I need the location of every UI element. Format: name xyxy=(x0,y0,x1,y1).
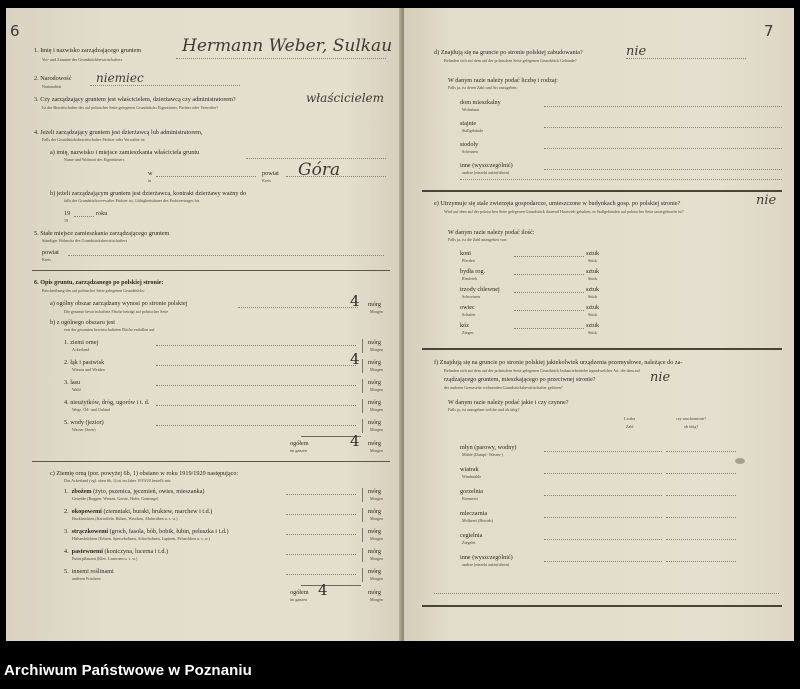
land-item-sub: Wasser (Seen) xyxy=(72,427,96,432)
crop-item-detail: (groch, fasola, bób, bobik, łubin, peluszka i t.d.) xyxy=(108,528,229,535)
q6-sub: Beschreibung des auf polnischer Seite gelegenen Grundstücks: xyxy=(42,288,145,293)
crop-item-bracket xyxy=(362,548,363,562)
livestock-item-unit-sub: Stück xyxy=(588,258,598,263)
crop-item-sub: anderen Früchten xyxy=(72,576,101,581)
archive-credit: Archiwum Państwowe w Poznaniu xyxy=(4,662,252,679)
q4-w-sub: in xyxy=(148,178,152,183)
q5-powiat-dotline xyxy=(68,255,384,256)
land-total-label: ogółem xyxy=(290,440,309,447)
building-item-sub: Scheunen xyxy=(462,149,478,154)
q5-sub: Ständiger Wohnsitz des Grundstücksbewirtschafters xyxy=(42,238,128,243)
industry-item-active-line xyxy=(666,473,736,474)
industry-item-label: inne (wyszczególnić) xyxy=(460,554,513,561)
livestock-item-label: kóz xyxy=(460,322,469,329)
livestock-item-unit: sztuk xyxy=(586,304,600,311)
q4-w-label: w xyxy=(148,170,153,177)
crop-item-unit-sub: Morgen xyxy=(370,536,383,541)
q6-a-dotline xyxy=(238,307,358,308)
crop-item-category: zbożem xyxy=(71,488,92,495)
ink-smudge xyxy=(735,458,745,464)
building-item-sub: Stallgebäude xyxy=(462,128,484,133)
crop-item-label xyxy=(64,569,114,575)
crop-item-unit-sub: Morgen xyxy=(370,496,383,501)
industry-item-sub: Brennerei xyxy=(462,496,479,501)
separator-d xyxy=(422,190,782,192)
crops-total-sub: im ganzen xyxy=(290,597,307,602)
building-item-sub: Wohnhaus xyxy=(462,107,480,112)
crop-item-category: strączkowemi xyxy=(71,528,109,535)
industry-item-active-line xyxy=(666,517,736,518)
land-total-unit: mórg xyxy=(368,440,381,447)
crop-item-sub: Getreide (Roggen, Weizen, Gerste, Hafer, Gemenge) xyxy=(72,496,159,501)
land-item-label: 4. nieużytków, dróg, ugorów i t. d. xyxy=(64,399,150,406)
land-item-sub: Wege, Öd- und Unland xyxy=(72,407,110,412)
crop-item-dotline xyxy=(286,554,356,555)
q6-a-sub: Die gesamte bewirtschaftete Fläche beträgt auf polnischer Seite xyxy=(64,309,169,314)
building-extra-line xyxy=(460,179,782,180)
industry-item-dotline xyxy=(544,473,662,474)
e-value: nie xyxy=(756,193,777,208)
q5-powiat-label: powiat xyxy=(42,249,59,256)
industry-item-sub: Ziegelei xyxy=(462,540,476,545)
crop-item-unit: mórg xyxy=(368,568,381,575)
building-item-dotline xyxy=(544,127,782,128)
land-item-bracket xyxy=(362,359,363,373)
livestock-item-unit-sub: Stück xyxy=(588,294,598,299)
livestock-item-unit: sztuk xyxy=(586,268,600,275)
q4-powiat-label: powiat xyxy=(262,170,279,177)
crop-item-unit-sub: Morgen xyxy=(370,556,383,561)
building-item-dotline xyxy=(544,106,782,107)
q2-label: 2. Narodowość xyxy=(34,75,72,82)
crop-item-detail: (żyto, pszenica, jęczmień, owies, mieszanka) xyxy=(91,488,205,495)
industry-item-sub: Molkerei (Betrieb) xyxy=(462,518,493,523)
land-item-value: 4 xyxy=(350,350,360,368)
crops-total-unit-sub: Morgen xyxy=(370,597,383,602)
crop-item-unit: mórg xyxy=(368,528,381,535)
q2-dotline xyxy=(90,85,240,86)
separator-q6b xyxy=(32,461,390,462)
industry-item-sub: Mühle (Dampf- Wasser-) xyxy=(462,452,504,457)
q2-value: niemiec xyxy=(96,71,144,85)
crop-item-unit-sub: Morgen xyxy=(370,516,383,521)
crop-item-bracket xyxy=(362,568,363,582)
crop-item-label xyxy=(64,509,212,515)
q1-dotline xyxy=(176,58,386,59)
livestock-item-dotline xyxy=(514,328,584,329)
crop-item-label xyxy=(64,489,204,495)
land-item-label: 2. łąk i pastwisk xyxy=(64,359,105,366)
f-if-label: W danym razie należy podać jakie i czy czynne? xyxy=(448,399,569,406)
land-item-sub: Wald xyxy=(72,387,81,392)
crop-item-dotline xyxy=(286,494,356,495)
livestock-item-sub: Schafen xyxy=(462,312,476,317)
land-item-bracket xyxy=(362,339,363,353)
industry-item-dotline xyxy=(544,539,662,540)
q5-powiat-sub: Kreis xyxy=(42,257,51,262)
q6-a-unit-sub: Morgen xyxy=(370,309,383,314)
land-item-unit: mórg xyxy=(368,359,381,366)
crop-item-sub: Futterpflanzen (Klee, Luzernen u. s. w.) xyxy=(72,556,138,561)
land-item-unit-sub: Morgen xyxy=(370,387,383,392)
industry-item-active-line xyxy=(666,561,736,562)
land-item-bracket xyxy=(362,419,363,433)
q1-sub: Vor- und Zuname des Grundstückbewirtschafters xyxy=(42,57,123,62)
d-value: nie xyxy=(626,44,647,59)
crop-item-bracket xyxy=(362,508,363,522)
land-item-dotline xyxy=(156,385,356,386)
land-item-unit: mórg xyxy=(368,399,381,406)
left-page xyxy=(6,8,402,641)
livestock-item-dotline xyxy=(514,310,584,311)
land-total-unit-sub: Morgen xyxy=(370,448,383,453)
f-value: nie xyxy=(650,370,671,385)
q4-powiat-value: Góra xyxy=(298,160,341,180)
crop-item-dotline xyxy=(286,514,356,515)
crop-item-detail: innemi roślinami xyxy=(71,568,114,575)
q6-label: 6. Opis gruntu, zarządzanego po polskiej stronie: xyxy=(34,279,164,286)
crop-item-dotline xyxy=(286,534,356,535)
q4-powiat-sub: Kreis xyxy=(262,178,271,183)
building-item-label: inne (wyszczególnić) xyxy=(460,162,513,169)
industry-item-active-line xyxy=(666,539,736,540)
livestock-item-sub: Rindvieh xyxy=(462,276,478,281)
q4-a-label: a) imię, nazwisko i miejsce zamieszkania właściciela gruntu xyxy=(50,149,200,156)
separator-q5 xyxy=(32,270,390,271)
f-col-active: czy uruchomione? xyxy=(676,416,707,421)
document-spread xyxy=(6,8,794,641)
livestock-item-label: bydła rog. xyxy=(460,268,486,275)
page-number-right: 7 xyxy=(764,22,774,40)
livestock-item-sub: Pferden xyxy=(462,258,475,263)
industry-item-dotline xyxy=(544,451,662,452)
livestock-item-label: trzody chlewnej xyxy=(460,286,500,293)
crop-item-category: pastewnemi xyxy=(71,548,103,555)
industry-item-sub: andere (einzeln aufzuführen) xyxy=(462,562,510,567)
crop-item-unit: mórg xyxy=(368,488,381,495)
q4-year-label: 19 xyxy=(64,210,71,217)
f-sub-1: Befinden sich auf dem auf der polnischen Seite gelegenen Grundstück Industriebetriebe irgendwelcher Art, die dem auf xyxy=(444,368,640,373)
d-label: d) Znajdują się na gruncie po stronie polskiej zabudowania? xyxy=(434,49,583,56)
f-col-active-sub: ob tätig? xyxy=(684,424,699,429)
industry-item-dotline xyxy=(544,495,662,496)
right-page xyxy=(404,8,794,641)
livestock-item-unit: sztuk xyxy=(586,250,600,257)
crop-item-number: 3. xyxy=(64,528,69,535)
q6-b-label: b) z ogólnego obszaru jest xyxy=(50,319,115,326)
d-sub: Befinden sich auf dem auf der polnischen Seite gelegenen Grundstück Gebäude? xyxy=(444,58,577,63)
q4-b-sub: falls der Grundstücksverwalter Pächter ist, Gültigkeitsdauer des Pachtvertrages bis xyxy=(64,198,200,203)
q4-b-label: b) jeżeli zarządzającym gruntem jest dzierżawca, kontrakt dzierżawy ważny do xyxy=(50,190,247,197)
separator-f xyxy=(422,605,782,607)
livestock-item-label: owiec xyxy=(460,304,475,311)
building-item-label: dom mieszkalny xyxy=(460,99,501,106)
land-item-label: 5. wody (jezior) xyxy=(64,419,104,426)
crop-item-number: 1. xyxy=(64,488,69,495)
crops-total-value: 4 xyxy=(318,581,328,599)
land-item-dotline xyxy=(156,405,356,406)
land-item-sub: Ackerland xyxy=(72,347,90,352)
industry-item-active-line xyxy=(666,495,736,496)
land-item-unit-sub: Morgen xyxy=(370,407,383,412)
crop-item-category: okopowemi xyxy=(71,508,102,515)
e-sub: Wird auf dem auf der polnischen Seite gelegenen Grundstück dauernd Hausvieh gehalten, in Stallgebäuden auf polnischer Seite untergebracht ist? xyxy=(444,209,684,214)
building-item-dotline xyxy=(544,169,782,170)
q6-c-sub: Das Ackerland (vgl. oben 6b, 1) ist im Jahre 1919/20 bestellt mit: xyxy=(64,478,172,483)
q4-year-sub: 19 xyxy=(64,218,69,223)
livestock-item-sub: Schweinen xyxy=(462,294,480,299)
crop-item-label xyxy=(64,549,168,555)
f-sub-2: der anderen Grenzseite wohnenden Grundstücksbewirtschafter gehören? xyxy=(444,385,563,390)
livestock-item-unit: sztuk xyxy=(586,286,600,293)
q1-value: Hermann Weber, Sulkau xyxy=(182,36,393,56)
crops-total-label: ogółem xyxy=(290,589,309,596)
land-item-bracket xyxy=(362,399,363,413)
livestock-item-label: koni xyxy=(460,250,472,257)
q4-year-word: roku xyxy=(96,210,108,217)
crop-item-sub: Hackfrüchten (Kartoffeln, Rüben, Wrucken, Mohrrüben u. s. w.) xyxy=(72,516,178,521)
building-item-label: stodoły xyxy=(460,141,479,148)
industry-item-label: cegielnia xyxy=(460,532,483,539)
q6-a-value: 4 xyxy=(350,292,360,310)
separator-e xyxy=(422,348,782,350)
industry-item-label: wiatrak xyxy=(460,466,479,473)
crop-item-detail: (ziemniaki, buraki, brukiew, marchew i t.d.) xyxy=(101,508,213,515)
q2-sub: Nationalität xyxy=(42,84,62,89)
land-item-dotline xyxy=(156,345,356,346)
crop-item-unit: mórg xyxy=(368,548,381,555)
industry-item-label: gorzelnia xyxy=(460,488,484,495)
land-item-dotline xyxy=(156,365,356,366)
building-item-dotline xyxy=(544,148,782,149)
f-extra-line-1 xyxy=(434,593,779,594)
land-item-unit-sub: Morgen xyxy=(370,427,383,432)
q5-label: 5. Stałe miejsce zamieszkania zarządzającego gruntem xyxy=(34,230,170,237)
crop-item-number: 4. xyxy=(64,548,69,555)
land-total-value: 4 xyxy=(350,432,360,450)
d-if-sub: Falls ja, ist deren Zahl und Art anzugeben: xyxy=(448,85,518,90)
land-item-label: 1. ziemi ornej xyxy=(64,339,99,346)
land-item-unit: mórg xyxy=(368,339,381,346)
crop-item-number: 2. xyxy=(64,508,69,515)
q4-sub: Falls der Grundstücksbewirtschafter Pächter oder Verwalter ist xyxy=(42,137,145,142)
q6-a-unit: mórg xyxy=(368,301,381,308)
crop-item-detail: (koniczyna, lucerna i t.d.) xyxy=(102,548,169,555)
land-total-sub: im ganzen xyxy=(290,448,307,453)
land-item-unit-sub: Morgen xyxy=(370,367,383,372)
building-item-sub: andere (einzeln aufzuführen) xyxy=(462,170,510,175)
land-item-sub: Wiesen und Weiden xyxy=(72,367,105,372)
livestock-item-unit-sub: Stück xyxy=(588,330,598,335)
industry-item-dotline xyxy=(544,561,662,562)
crops-total-unit: mórg xyxy=(368,589,381,596)
livestock-item-unit: sztuk xyxy=(586,322,600,329)
industry-item-sub: Windmühle xyxy=(462,474,482,479)
crop-item-sub: Hülsenfrüchten (Erbsen, Speisebohnen, Ackerbohnen, Lupinen, Peluschken u. s. w.) xyxy=(72,536,210,541)
crop-item-bracket xyxy=(362,528,363,542)
building-item-label: stajnie xyxy=(460,120,477,127)
crop-item-dotline xyxy=(286,574,356,575)
crops-total-rule xyxy=(301,585,361,586)
crop-item-unit-sub: Morgen xyxy=(370,576,383,581)
land-item-label: 3. lasu xyxy=(64,379,81,386)
e-if-sub: Falls ja, ist die Zahl anzugeben von: xyxy=(448,237,508,242)
livestock-item-dotline xyxy=(514,292,584,293)
land-item-unit: mórg xyxy=(368,379,381,386)
e-label: e) Utrzymuje się stale zwierzęta gospodarcze, umieszczone w budynkach gosp. po polskiej stronie? xyxy=(434,200,681,207)
f-col-count-sub: Zahl xyxy=(626,424,634,429)
crop-item-number: 5. xyxy=(64,568,69,575)
industry-item-label: mleczarnia xyxy=(460,510,488,517)
q3-label: 3. Czy zarządzający gruntem jest właścicielem, dzierżawcą czy administratorem? xyxy=(34,96,236,103)
q6-a-label: a) ogólny obszar zarządzany wynosi po stronie polskiej xyxy=(50,300,188,307)
q4-a-sub: Name und Wohnort des Eigentümers xyxy=(64,157,125,162)
livestock-item-unit-sub: Stück xyxy=(588,312,598,317)
livestock-item-unit-sub: Stück xyxy=(588,276,598,281)
land-item-dotline xyxy=(156,425,356,426)
q4-a-dotline xyxy=(246,158,386,159)
crop-item-bracket xyxy=(362,488,363,502)
livestock-item-dotline xyxy=(514,256,584,257)
crop-item-label xyxy=(64,529,229,535)
livestock-item-dotline xyxy=(514,274,584,275)
page-number-left: 6 xyxy=(10,22,20,40)
land-item-bracket xyxy=(362,379,363,393)
f-if-sub: Falls ja, ist anzugeben welche und ob tätig? xyxy=(448,407,520,412)
q4-w-dotline xyxy=(156,176,256,177)
q1-label: 1. Imię i nazwisko zarządzającego gruntem xyxy=(34,47,142,54)
industry-item-dotline xyxy=(544,517,662,518)
crop-item-unit: mórg xyxy=(368,508,381,515)
livestock-item-sub: Ziegen xyxy=(462,330,474,335)
industry-item-label: młyn (parowy, wodny) xyxy=(460,444,517,451)
q3-sub: Ist der Bewirtschafter des auf polnischer Seite gelegenen Grundstücks Eigentümer, Pächter oder Verwalter? xyxy=(42,105,219,110)
f-label-1: f) Znajdują się na gruncie po stronie polskiej jakiekolwiek urządzenia przemysłowe, należące do za- xyxy=(434,359,683,366)
industry-item-active-line xyxy=(666,451,736,452)
q6-b-sub: von der gesamten bewirtschafteten Fläche entfallen auf xyxy=(64,327,155,332)
f-col-count: Liczba xyxy=(624,416,636,421)
d-if-label: W danym razie należy podać liczbę i rodzaj: xyxy=(448,77,559,84)
q4-label: 4. Jeżeli zarządzający gruntem jest dzierżawcą lub administratorem, xyxy=(34,129,203,136)
q3-value: właścicielem xyxy=(306,91,385,105)
land-item-unit-sub: Morgen xyxy=(370,347,383,352)
land-item-unit: mórg xyxy=(368,419,381,426)
q4-year-dotline xyxy=(74,216,94,217)
e-if-label: W danym razie należy podać ilość: xyxy=(448,229,535,236)
f-label-2: rządzającego gruntem, mieszkającego po przeciwnej stronie? xyxy=(444,376,596,383)
q6-c-label: c) Ziemię orną (por. powyżej 6b, 1) obsiano w roku 1919/1920 następująco: xyxy=(50,470,239,477)
